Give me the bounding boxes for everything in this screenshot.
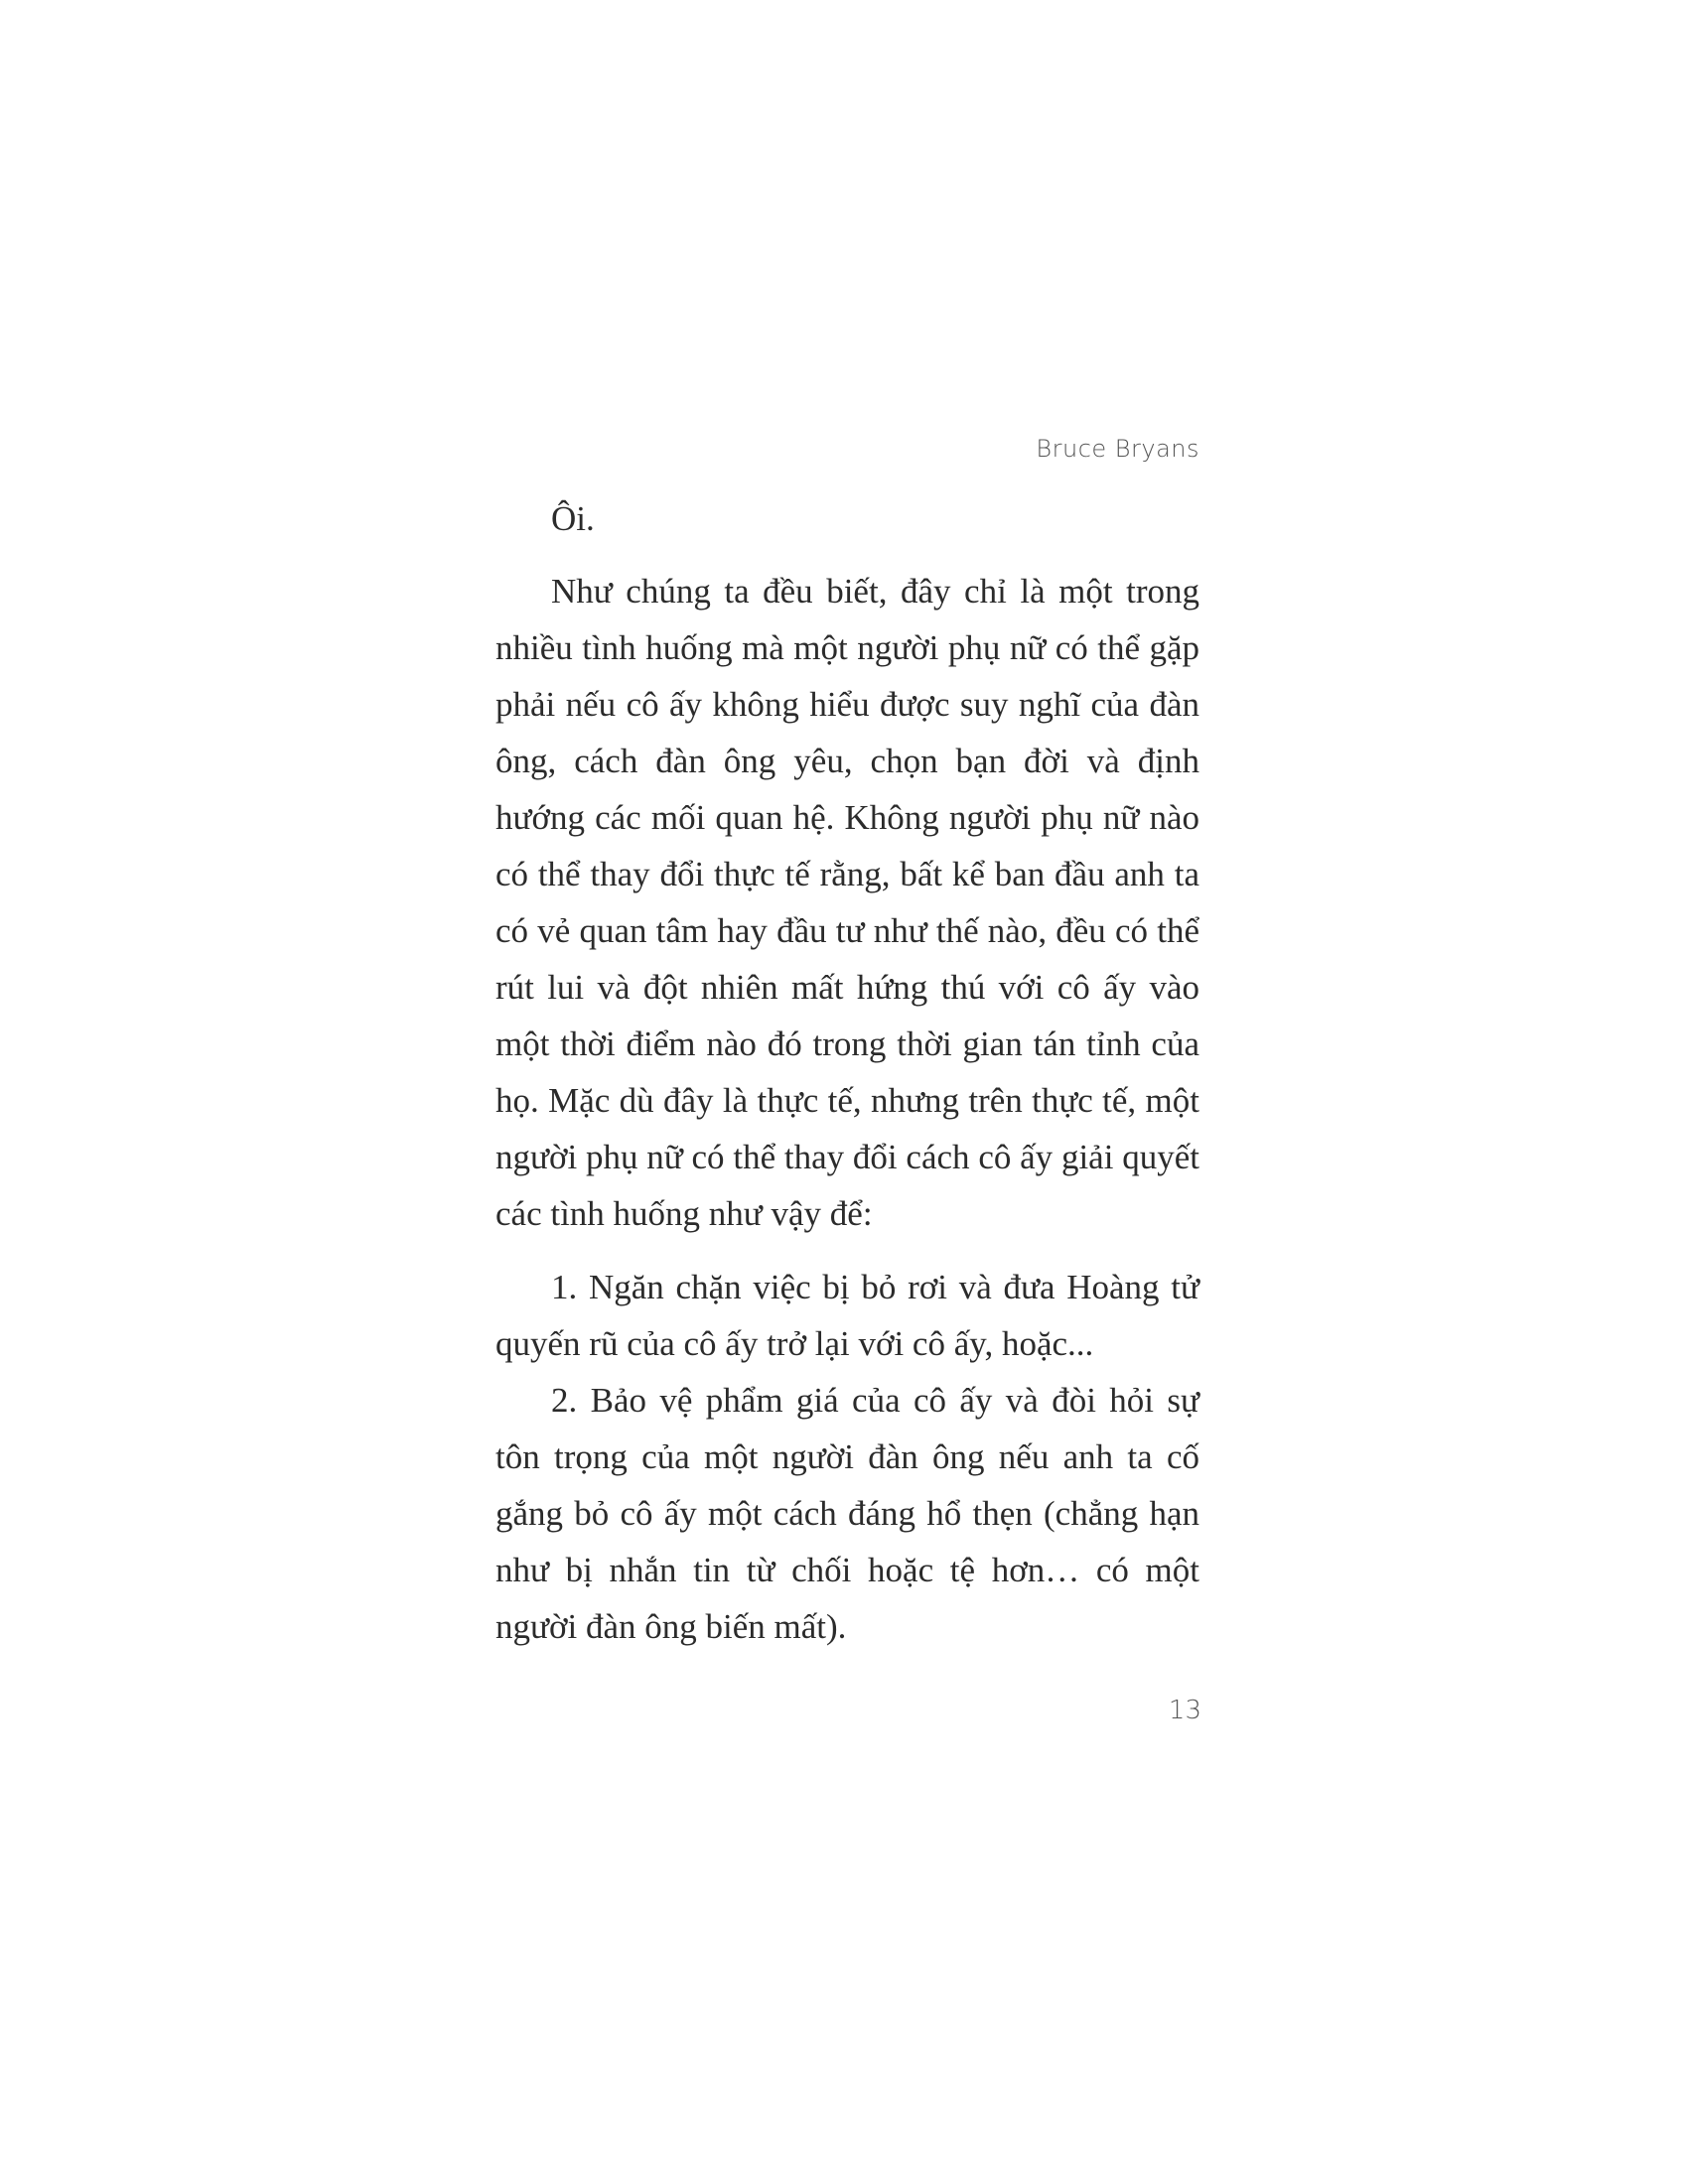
running-header-author: Bruce Bryans <box>1036 435 1199 463</box>
interjection-paragraph: Ôi. <box>551 499 595 538</box>
list-item: 1. Ngăn chặn việc bị bỏ rơi và đưa Hoàng tử quyến rũ của cô ấy trở lại với cô ấy, hoặc... <box>495 1268 1199 1363</box>
list-item: 2. Bảo vệ phẩm giá của cô ấy và đòi hỏi sự tôn trọng của một người đàn ông nếu anh ta cố gắng bỏ cô ấy một cách đáng hổ thẹn (chẳng hạn như bị nhắn tin từ chối hoặc tệ hơn… có một người đàn ông biến mất). <box>495 1381 1199 1646</box>
main-paragraph: Như chúng ta đều biết, đây chỉ là một trong nhiều tình huống mà một người phụ nữ có thể gặp phải nếu cô ấy không hiểu được suy nghĩ của đàn ông, cách đàn ông yêu, chọn bạn đời và định hướng các mối quan hệ. Không người phụ nữ nào có thể thay đổi thực tế rằng, bất kể ban đầu anh ta có vẻ quan tâm hay đầu tư như thế nào, đều có thể rút lui và đột nhiên mất hứng thú với cô ấy vào một thời điểm nào đó trong thời gian tán tỉnh của họ. Mặc dù đây là thực tế, nhưng trên thực tế, một người phụ nữ có thể thay đổi cách cô ấy giải quyết các tình huống như vậy để: <box>495 572 1199 1233</box>
body-text <box>495 490 1199 1655</box>
page-number: 13 <box>1168 1696 1201 1725</box>
